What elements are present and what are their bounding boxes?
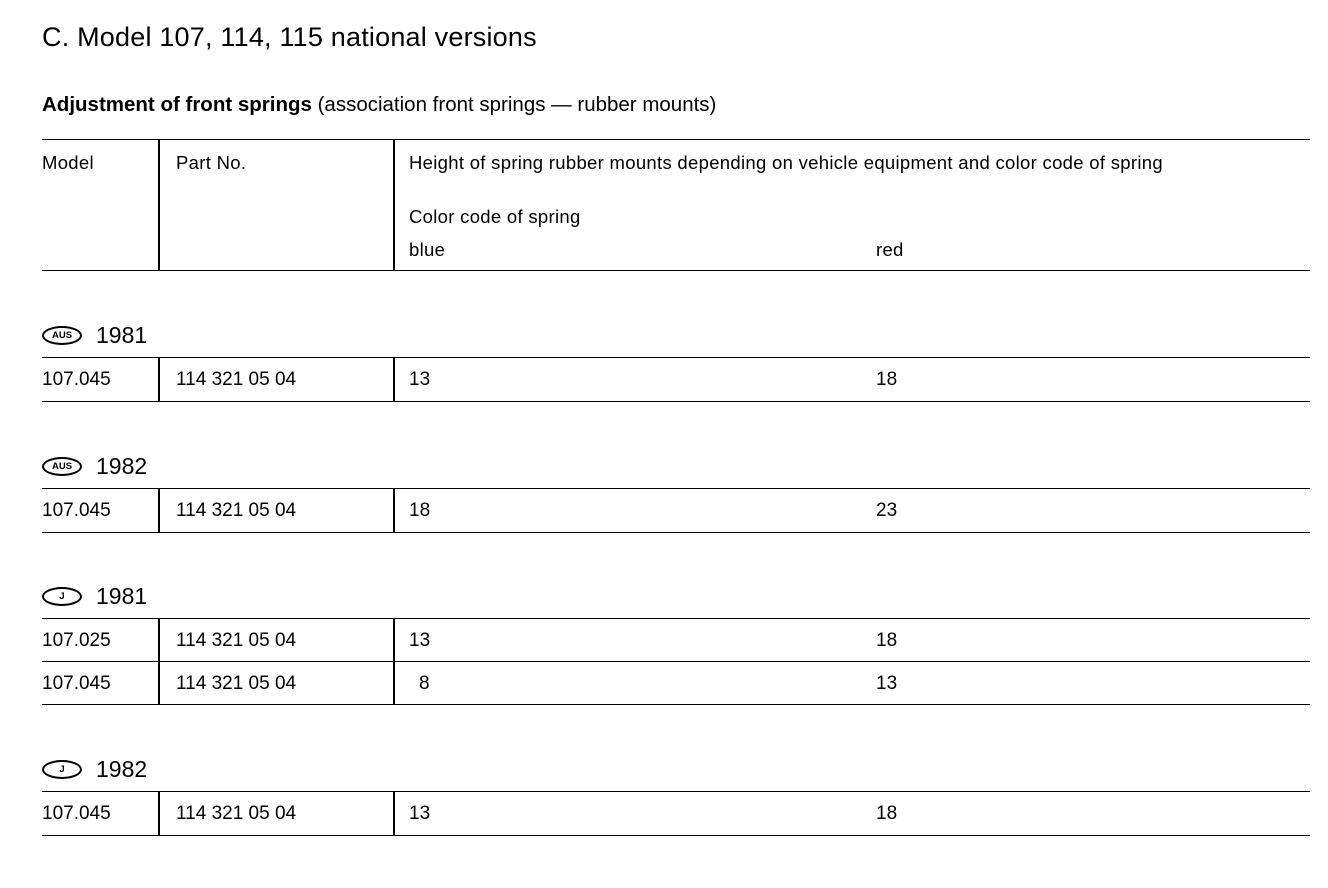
row-rule bbox=[42, 618, 1310, 619]
cell-red: 23 bbox=[876, 500, 898, 521]
cell-part-no: 114 321 05 04 bbox=[176, 673, 297, 694]
row-divider bbox=[158, 619, 160, 705]
cell-red: 18 bbox=[876, 369, 898, 390]
cell-red: 18 bbox=[876, 803, 898, 824]
header-blue: blue bbox=[409, 239, 446, 260]
cell-blue: 13 bbox=[409, 630, 431, 651]
header-red: red bbox=[876, 239, 904, 260]
group-year: 1981 bbox=[96, 321, 148, 348]
subtitle-rest: (association front springs — rubber mounts) bbox=[311, 93, 717, 116]
subtitle-bold: Adjustment of front springs bbox=[42, 93, 312, 116]
row-rule bbox=[42, 661, 1310, 662]
row-divider bbox=[158, 358, 160, 402]
row-divider bbox=[393, 792, 395, 836]
group-label bbox=[42, 583, 147, 609]
row-rule bbox=[42, 488, 1310, 489]
cell-model: 107.045 bbox=[42, 500, 111, 521]
cell-part-no: 114 321 05 04 bbox=[176, 803, 297, 824]
group-year: 1982 bbox=[96, 452, 148, 479]
cell-blue: 13 bbox=[409, 369, 431, 390]
cell-part-no: 114 321 05 04 bbox=[176, 630, 297, 651]
header-bottom-rule bbox=[42, 270, 1310, 271]
cell-model: 107.025 bbox=[42, 630, 111, 651]
cell-blue: 13 bbox=[409, 803, 431, 824]
group-year: 1981 bbox=[96, 582, 148, 609]
row-rule bbox=[42, 532, 1310, 533]
page-title: C. Model 107, 114, 115 national versions bbox=[42, 22, 537, 52]
header-top-rule bbox=[42, 139, 1310, 140]
header-part-no: Part No. bbox=[176, 152, 247, 173]
row-rule bbox=[42, 791, 1310, 792]
cell-part-no: 114 321 05 04 bbox=[176, 500, 297, 521]
aus-badge-icon: AUS bbox=[42, 457, 82, 476]
j-badge-icon: J bbox=[42, 587, 82, 606]
cell-part-no: 114 321 05 04 bbox=[176, 369, 297, 390]
row-divider bbox=[393, 619, 395, 705]
row-rule bbox=[42, 835, 1310, 836]
cell-model: 107.045 bbox=[42, 803, 111, 824]
section-subtitle bbox=[42, 93, 716, 117]
row-divider bbox=[393, 358, 395, 402]
cell-blue: 18 bbox=[409, 500, 431, 521]
header-height-title: Height of spring rubber mounts depending on vehicle equipment and color code of spring bbox=[409, 152, 1163, 173]
header-color-code: Color code of spring bbox=[409, 206, 581, 227]
cell-model: 107.045 bbox=[42, 673, 111, 694]
cell-red: 13 bbox=[876, 673, 898, 694]
header-divider-2 bbox=[393, 140, 395, 271]
group-label bbox=[42, 322, 147, 348]
row-rule bbox=[42, 357, 1310, 358]
cell-model: 107.045 bbox=[42, 369, 111, 390]
row-divider bbox=[158, 792, 160, 836]
row-rule bbox=[42, 704, 1310, 705]
cell-red: 18 bbox=[876, 630, 898, 651]
group-year: 1982 bbox=[96, 755, 148, 782]
row-divider bbox=[393, 489, 395, 533]
row-divider bbox=[158, 489, 160, 533]
cell-blue: 8 bbox=[419, 673, 430, 694]
header-model: Model bbox=[42, 152, 94, 173]
group-label bbox=[42, 756, 147, 782]
header-divider-1 bbox=[158, 140, 160, 271]
group-label bbox=[42, 453, 147, 479]
aus-badge-icon: AUS bbox=[42, 326, 82, 345]
row-rule bbox=[42, 401, 1310, 402]
j-badge-icon: J bbox=[42, 760, 82, 779]
